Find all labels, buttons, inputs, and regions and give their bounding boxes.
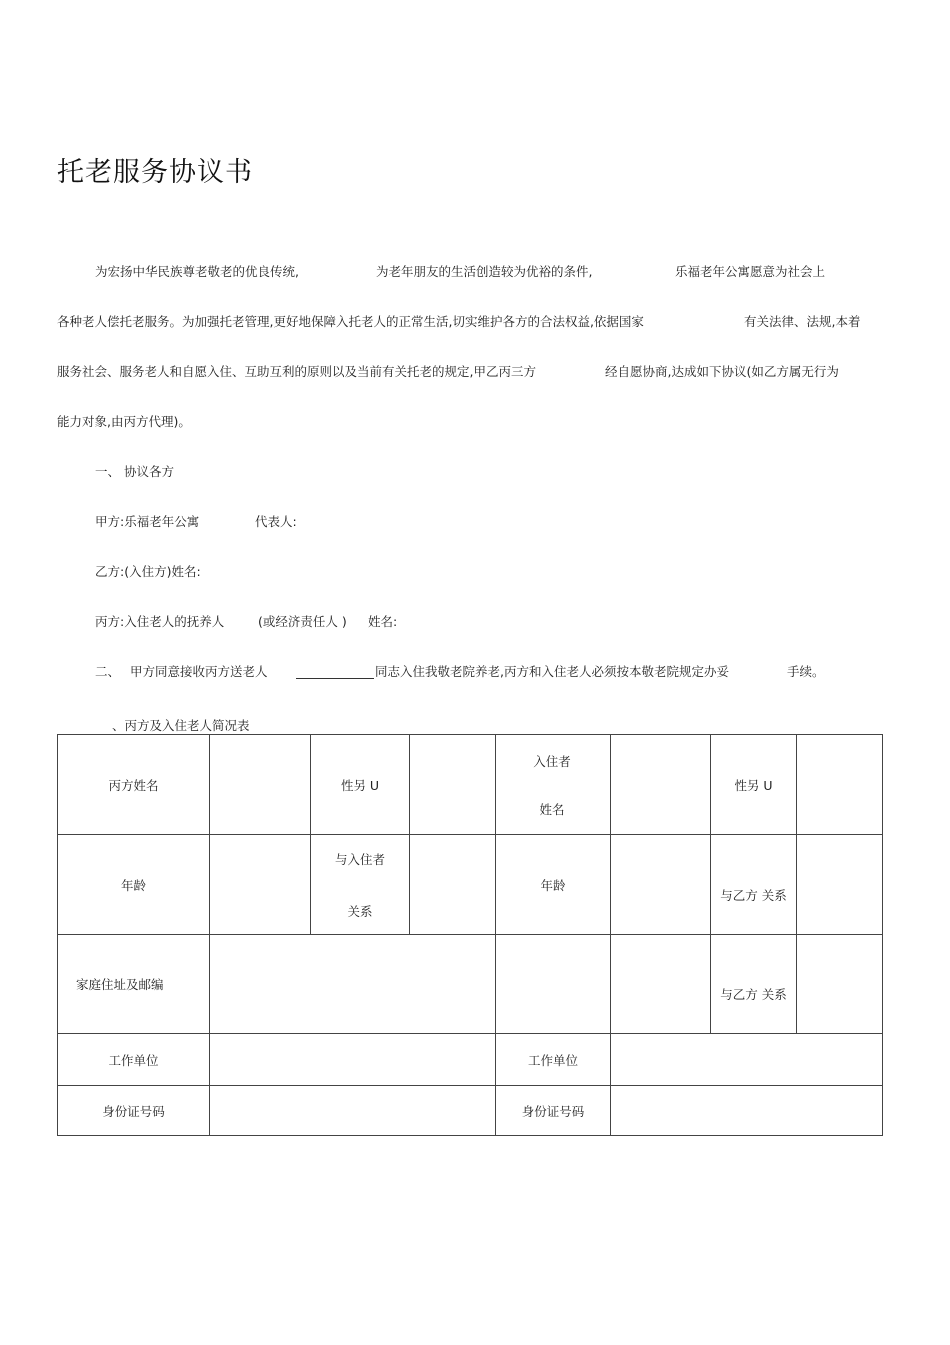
- resident-gender-label: 性另 U: [734, 777, 773, 793]
- resident-id-value-cell[interactable]: [611, 1086, 883, 1136]
- address-label-cell: [58, 935, 210, 1034]
- intro-line2-a: 各种老人偿托老服务。为加强托老管理,更好地保障入托老人的正常生活,切实维护各方的合法权益,依据国家: [57, 314, 644, 329]
- info-table: [57, 734, 883, 1136]
- party-c-name-label: 姓名:: [368, 614, 398, 629]
- c-gender-label: 性另 U: [340, 777, 380, 793]
- table-row: [58, 935, 883, 1034]
- resident-name-label-cell: [496, 735, 611, 835]
- c-id-label: 身份证号码: [102, 1103, 165, 1119]
- resident-name-label-top: 入住者: [533, 753, 571, 769]
- c-work-label-cell: [58, 1034, 210, 1086]
- party-a-label: 甲方:乐福老年公寓: [95, 514, 200, 529]
- address-value-cell[interactable]: [210, 935, 496, 1034]
- relation-label-bottom: 关系: [347, 903, 373, 919]
- relation-b1-label-cell: [711, 835, 797, 935]
- document-title: 托老服务协议书: [57, 157, 253, 188]
- intro-line3-b: 经自愿协商,达成如下协议(如乙方属无行为: [605, 364, 839, 379]
- party-c-label: 丙方:入住老人的抚养人: [95, 614, 225, 629]
- section2-text-c: 手续。: [787, 664, 825, 679]
- section1-heading: 一、 协议各方: [95, 464, 174, 479]
- resident-age-value-cell[interactable]: [611, 835, 711, 935]
- resident-name-label-bottom: 姓名: [539, 801, 565, 817]
- party-c-guardian-note: (或经济责任人 ): [258, 614, 347, 629]
- relation-b2-label: 与乙方 关系: [720, 987, 787, 1002]
- resident-work-label-cell: [496, 1034, 611, 1086]
- table-caption: 、丙方及入住老人简况表: [112, 718, 250, 733]
- c-work-label: 工作单位: [108, 1052, 159, 1068]
- c-id-label-cell: [58, 1086, 210, 1136]
- resident-work-value-cell[interactable]: [611, 1034, 883, 1086]
- intro-line1-c: 乐福老年公寓愿意为社会上: [675, 264, 826, 279]
- relation-b2-label-cell: [711, 935, 797, 1034]
- relation-b1-value-cell[interactable]: [797, 835, 883, 935]
- c-age-label-cell: [58, 835, 210, 935]
- relation-label-top: 与入住者: [334, 851, 385, 867]
- intro-line2-b: 有关法律、法规,本着: [744, 314, 861, 329]
- table-row: [58, 735, 883, 835]
- relation-label-cell: [311, 835, 410, 935]
- c-work-value-cell[interactable]: [210, 1034, 496, 1086]
- extra-value-cell-2[interactable]: [611, 935, 711, 1034]
- table-row: [58, 1034, 883, 1086]
- relation-value-cell[interactable]: [410, 835, 496, 935]
- c-gender-label-cell: [311, 735, 410, 835]
- section2-text-a: 甲方同意接收丙方送老人: [130, 664, 268, 679]
- party-b-label: 乙方:(入住方)姓名:: [95, 564, 201, 579]
- table-row: [58, 835, 883, 935]
- address-label: 家庭住址及邮编: [76, 977, 164, 992]
- resident-id-label-cell: [496, 1086, 611, 1136]
- section2-number: 二、: [95, 664, 121, 679]
- extra-value-cell-1[interactable]: [496, 935, 611, 1034]
- c-age-value-cell[interactable]: [210, 835, 311, 935]
- table-row: [58, 1086, 883, 1136]
- resident-age-label-cell: [496, 835, 611, 935]
- intro-line1-a: 为宏扬中华民族尊老敬老的优良传统,: [95, 264, 299, 279]
- resident-work-label: 工作单位: [527, 1052, 578, 1068]
- c-name-label: 丙方姓名: [108, 777, 159, 793]
- resident-gender-value-cell[interactable]: [797, 735, 883, 835]
- party-a-representative: 代表人:: [255, 514, 297, 529]
- intro-line1-b: 为老年朋友的生活创造较为优裕的条件,: [376, 264, 593, 279]
- intro-line4: 能力对象,由丙方代理)。: [57, 414, 191, 429]
- relation-b2-value-cell[interactable]: [797, 935, 883, 1034]
- c-id-value-cell[interactable]: [210, 1086, 496, 1136]
- c-gender-value-cell[interactable]: [410, 735, 496, 835]
- c-name-value-cell[interactable]: [210, 735, 311, 835]
- c-age-label: 年龄: [120, 877, 146, 893]
- section2-text-b: 同志入住我敬老院养老,丙方和入住老人必须按本敬老院规定办妥: [375, 664, 729, 679]
- resident-age-label: 年龄: [540, 877, 566, 893]
- resident-name-value-cell[interactable]: [611, 735, 711, 835]
- c-name-label-cell: [58, 735, 210, 835]
- elder-name-blank[interactable]: [296, 664, 374, 683]
- intro-line3-a: 服务社会、服务老人和自愿入住、互助互利的原则以及当前有关托老的规定,甲乙丙三方: [57, 364, 536, 379]
- relation-b1-label: 与乙方 关系: [720, 887, 787, 903]
- resident-gender-label-cell: [711, 735, 797, 835]
- resident-id-label: 身份证号码: [521, 1103, 585, 1119]
